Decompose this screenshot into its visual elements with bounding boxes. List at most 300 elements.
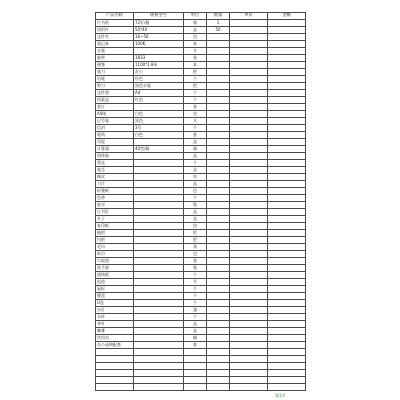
cell-unit[interactable]: 瓶 — [184, 202, 207, 209]
cell-name[interactable]: A4纸 — [96, 111, 134, 118]
cell-name[interactable]: 订书机 — [96, 20, 134, 27]
empty-cell[interactable] — [134, 363, 184, 370]
cell-qty[interactable] — [207, 223, 230, 230]
cell-amount[interactable] — [268, 167, 306, 174]
cell-name[interactable]: 复印纸 — [96, 223, 134, 230]
cell-spec[interactable] — [134, 174, 184, 181]
cell-unit[interactable]: 包 — [184, 34, 207, 41]
cell-unit[interactable]: 支 — [184, 48, 207, 55]
cell-name[interactable]: 办公桌椅配套 — [96, 342, 134, 349]
cell-price[interactable] — [230, 321, 268, 328]
cell-price[interactable] — [230, 27, 268, 34]
cell-spec[interactable] — [134, 195, 184, 202]
cell-name[interactable]: 拖把 — [96, 230, 134, 237]
header-cell-price[interactable]: 单价 — [230, 13, 268, 20]
cell-name[interactable]: 毛巾 — [96, 244, 134, 251]
cell-name[interactable]: 扫把 — [96, 237, 134, 244]
cell-unit[interactable]: 盒 — [184, 153, 207, 160]
cell-amount[interactable] — [268, 153, 306, 160]
empty-cell[interactable] — [268, 377, 306, 384]
cell-qty[interactable] — [207, 132, 230, 139]
empty-cell[interactable] — [134, 377, 184, 384]
cell-spec[interactable] — [134, 314, 184, 321]
cell-price[interactable] — [230, 167, 268, 174]
cell-spec[interactable]: 白色 — [134, 111, 184, 118]
cell-price[interactable] — [230, 132, 268, 139]
empty-cell[interactable] — [230, 384, 268, 391]
cell-unit[interactable]: 个 — [184, 97, 207, 104]
cell-unit[interactable]: 包 — [184, 251, 207, 258]
cell-name[interactable]: U盘 — [96, 300, 134, 307]
cell-unit[interactable]: 支 — [184, 118, 207, 125]
empty-cell[interactable] — [230, 377, 268, 384]
cell-unit[interactable]: 个 — [184, 76, 207, 83]
cell-amount[interactable] — [268, 118, 306, 125]
cell-name[interactable]: 电池 — [96, 279, 134, 286]
cell-unit[interactable]: 本 — [184, 41, 207, 48]
empty-cell[interactable] — [268, 349, 306, 356]
cell-name[interactable]: 胶水 — [96, 202, 134, 209]
empty-cell[interactable] — [96, 363, 134, 370]
cell-qty[interactable] — [207, 153, 230, 160]
cell-unit[interactable]: 个 — [184, 195, 207, 202]
cell-name[interactable]: 键盘 — [96, 293, 134, 300]
cell-unit[interactable]: 盒 — [184, 328, 207, 335]
empty-cell[interactable] — [184, 349, 207, 356]
empty-cell[interactable] — [96, 349, 134, 356]
cell-unit[interactable]: 套 — [184, 342, 207, 349]
empty-cell[interactable] — [268, 370, 306, 377]
cell-amount[interactable] — [268, 76, 306, 83]
empty-cell[interactable] — [184, 377, 207, 384]
cell-amount[interactable] — [268, 160, 306, 167]
empty-cell[interactable] — [207, 370, 230, 377]
cell-unit[interactable]: 条 — [184, 244, 207, 251]
cell-price[interactable] — [230, 307, 268, 314]
cell-price[interactable] — [230, 300, 268, 307]
cell-amount[interactable] — [268, 244, 306, 251]
cell-qty[interactable] — [207, 104, 230, 111]
header-cell-name[interactable]: 产品名称 — [96, 13, 134, 20]
empty-cell[interactable] — [230, 349, 268, 356]
cell-qty[interactable] — [207, 76, 230, 83]
cell-price[interactable] — [230, 153, 268, 160]
cell-price[interactable] — [230, 244, 268, 251]
cell-qty[interactable] — [207, 258, 230, 265]
cell-spec[interactable] — [134, 216, 184, 223]
cell-price[interactable] — [230, 209, 268, 216]
cell-qty[interactable] — [207, 174, 230, 181]
empty-cell[interactable] — [184, 363, 207, 370]
cell-name[interactable]: 文件袋 — [96, 90, 134, 97]
empty-cell[interactable] — [207, 356, 230, 363]
cell-amount[interactable] — [268, 230, 306, 237]
cell-qty[interactable] — [207, 41, 230, 48]
cell-spec[interactable]: 100K — [134, 41, 184, 48]
cell-amount[interactable] — [268, 195, 306, 202]
cell-price[interactable] — [230, 335, 268, 342]
cell-amount[interactable] — [268, 34, 306, 41]
empty-cell[interactable] — [230, 370, 268, 377]
cell-qty[interactable] — [207, 167, 230, 174]
cell-amount[interactable] — [268, 293, 306, 300]
cell-name[interactable]: 水笔 — [96, 48, 134, 55]
cell-price[interactable] — [230, 111, 268, 118]
cell-unit[interactable]: 个 — [184, 272, 207, 279]
cell-name[interactable]: 固体胶 — [96, 153, 134, 160]
cell-qty[interactable] — [207, 202, 230, 209]
cell-price[interactable] — [230, 83, 268, 90]
cell-spec[interactable] — [134, 104, 184, 111]
cell-unit[interactable]: 盒 — [184, 27, 207, 34]
cell-spec[interactable] — [134, 251, 184, 258]
cell-unit[interactable]: 盒 — [184, 181, 207, 188]
cell-amount[interactable] — [268, 321, 306, 328]
cell-name[interactable]: 插线板 — [96, 272, 134, 279]
cell-unit[interactable]: 瓶 — [184, 265, 207, 272]
cell-spec[interactable]: 红色 — [134, 97, 184, 104]
cell-price[interactable] — [230, 146, 268, 153]
cell-amount[interactable] — [268, 251, 306, 258]
cell-unit[interactable]: 个 — [184, 300, 207, 307]
cell-spec[interactable] — [134, 181, 184, 188]
cell-qty[interactable] — [207, 279, 230, 286]
cell-qty[interactable] — [207, 97, 230, 104]
header-cell-spec[interactable]: 规格型号 — [134, 13, 184, 20]
cell-price[interactable] — [230, 286, 268, 293]
empty-cell[interactable] — [184, 384, 207, 391]
empty-cell[interactable] — [134, 384, 184, 391]
cell-spec[interactable] — [134, 293, 184, 300]
empty-cell[interactable] — [207, 363, 230, 370]
cell-unit[interactable]: 本 — [184, 62, 207, 69]
cell-name[interactable]: 饮用水 — [96, 335, 134, 342]
cell-spec[interactable] — [134, 342, 184, 349]
cell-spec[interactable] — [134, 300, 184, 307]
cell-spec[interactable] — [134, 321, 184, 328]
cell-price[interactable] — [230, 174, 268, 181]
cell-spec[interactable]: 黑色水笔 — [134, 83, 184, 90]
cell-amount[interactable] — [268, 97, 306, 104]
cell-price[interactable] — [230, 188, 268, 195]
empty-cell[interactable] — [207, 377, 230, 384]
cell-qty[interactable] — [207, 125, 230, 132]
cell-name[interactable]: 剪刀 — [96, 83, 134, 90]
cell-name[interactable]: 橡皮 — [96, 174, 134, 181]
cell-unit[interactable]: 盒 — [184, 216, 207, 223]
cell-spec[interactable]: 1833 — [134, 55, 184, 62]
cell-price[interactable] — [230, 258, 268, 265]
cell-amount[interactable] — [268, 55, 306, 62]
cell-amount[interactable] — [268, 209, 306, 216]
cell-name[interactable]: 笔刀 — [96, 69, 134, 76]
cell-price[interactable] — [230, 41, 268, 48]
empty-cell[interactable] — [134, 356, 184, 363]
cell-spec[interactable] — [134, 272, 184, 279]
cell-unit[interactable]: 块 — [184, 174, 207, 181]
cell-spec[interactable]: 1100*1.8米 — [134, 62, 184, 69]
cell-qty[interactable] — [207, 265, 230, 272]
cell-spec[interactable]: 40型/箱 — [134, 146, 184, 153]
cell-price[interactable] — [230, 279, 268, 286]
cell-spec[interactable] — [134, 153, 184, 160]
cell-spec[interactable] — [134, 244, 184, 251]
cell-amount[interactable] — [268, 132, 306, 139]
cell-amount[interactable] — [268, 216, 306, 223]
cell-price[interactable] — [230, 20, 268, 27]
empty-cell[interactable] — [96, 384, 134, 391]
cell-price[interactable] — [230, 118, 268, 125]
cell-name[interactable]: 水杯 — [96, 314, 134, 321]
cell-spec[interactable]: A4 — [134, 90, 184, 97]
cell-amount[interactable] — [268, 146, 306, 153]
cell-price[interactable] — [230, 202, 268, 209]
cell-amount[interactable] — [268, 174, 306, 181]
cell-amount[interactable] — [268, 223, 306, 230]
cell-unit[interactable]: 箱 — [184, 146, 207, 153]
cell-spec[interactable] — [134, 237, 184, 244]
cell-price[interactable] — [230, 293, 268, 300]
empty-cell[interactable] — [134, 349, 184, 356]
empty-cell[interactable] — [96, 356, 134, 363]
cell-price[interactable] — [230, 328, 268, 335]
cell-qty[interactable] — [207, 111, 230, 118]
header-cell-amount[interactable]: 金额 — [268, 13, 306, 20]
cell-amount[interactable] — [268, 286, 306, 293]
cell-spec[interactable] — [134, 265, 184, 272]
cell-name[interactable]: 夹子 — [96, 216, 134, 223]
cell-qty[interactable] — [207, 237, 230, 244]
cell-qty[interactable] — [207, 83, 230, 90]
cell-price[interactable] — [230, 76, 268, 83]
cell-price[interactable] — [230, 62, 268, 69]
cell-qty[interactable] — [207, 118, 230, 125]
cell-name[interactable]: 订书钉 — [96, 209, 134, 216]
cell-qty[interactable] — [207, 272, 230, 279]
cell-price[interactable] — [230, 230, 268, 237]
cell-spec[interactable] — [134, 286, 184, 293]
cell-spec[interactable]: 72钉/箱 — [134, 20, 184, 27]
empty-cell[interactable] — [268, 384, 306, 391]
cell-amount[interactable] — [268, 237, 306, 244]
cell-price[interactable] — [230, 160, 268, 167]
cell-spec[interactable] — [134, 230, 184, 237]
cell-amount[interactable] — [268, 342, 306, 349]
cell-qty[interactable] — [207, 146, 230, 153]
cell-spec[interactable] — [134, 223, 184, 230]
cell-amount[interactable] — [268, 41, 306, 48]
cell-unit[interactable]: 个 — [184, 160, 207, 167]
cell-amount[interactable] — [268, 258, 306, 265]
cell-qty[interactable] — [207, 90, 230, 97]
cell-name[interactable]: 咖啡 — [96, 328, 134, 335]
cell-price[interactable] — [230, 90, 268, 97]
cell-price[interactable] — [230, 342, 268, 349]
cell-spec[interactable] — [134, 167, 184, 174]
cell-qty[interactable] — [207, 62, 230, 69]
cell-name[interactable]: 胶带 — [96, 55, 134, 62]
empty-cell[interactable] — [184, 370, 207, 377]
cell-price[interactable] — [230, 69, 268, 76]
cell-name[interactable]: 笔芯 — [96, 167, 134, 174]
cell-spec[interactable] — [134, 160, 184, 167]
cell-unit[interactable]: 盒 — [184, 321, 207, 328]
cell-amount[interactable] — [268, 90, 306, 97]
cell-unit[interactable]: 节 — [184, 279, 207, 286]
cell-unit[interactable]: 个 — [184, 293, 207, 300]
cell-unit[interactable]: 把 — [184, 69, 207, 76]
empty-cell[interactable] — [96, 370, 134, 377]
cell-name[interactable]: 回形针 — [96, 27, 134, 34]
cell-spec[interactable]: 白色 — [134, 132, 184, 139]
cell-amount[interactable] — [268, 83, 306, 90]
cell-amount[interactable] — [268, 335, 306, 342]
cell-unit[interactable]: 盒 — [184, 139, 207, 146]
cell-name[interactable]: 文件夹 — [96, 34, 134, 41]
cell-price[interactable] — [230, 55, 268, 62]
cell-unit[interactable]: 包 — [184, 223, 207, 230]
cell-qty[interactable] — [207, 188, 230, 195]
cell-amount[interactable] — [268, 328, 306, 335]
cell-qty[interactable] — [207, 300, 230, 307]
empty-cell[interactable] — [230, 363, 268, 370]
cell-unit[interactable]: 卷 — [184, 258, 207, 265]
cell-name[interactable]: 装订 — [96, 104, 134, 111]
cell-name[interactable]: 台灯 — [96, 307, 134, 314]
cell-qty[interactable] — [207, 34, 230, 41]
cell-amount[interactable] — [268, 48, 306, 55]
cell-amount[interactable] — [268, 300, 306, 307]
cell-unit[interactable]: 个 — [184, 90, 207, 97]
cell-spec[interactable] — [134, 335, 184, 342]
cell-price[interactable] — [230, 34, 268, 41]
cell-qty[interactable] — [207, 48, 230, 55]
cell-name[interactable]: 铅笔 — [96, 76, 134, 83]
cell-spec[interactable]: 红色 — [134, 76, 184, 83]
cell-spec[interactable] — [134, 279, 184, 286]
cell-price[interactable] — [230, 251, 268, 258]
cell-unit[interactable]: 把 — [184, 83, 207, 90]
cell-amount[interactable] — [268, 125, 306, 132]
empty-cell[interactable] — [268, 363, 306, 370]
cell-price[interactable] — [230, 181, 268, 188]
cell-name[interactable]: 便签 — [96, 62, 134, 69]
header-cell-unit[interactable]: 单位 — [184, 13, 207, 20]
cell-spec[interactable]: 3号 — [134, 125, 184, 132]
cell-amount[interactable] — [268, 20, 306, 27]
cell-qty[interactable]: 50 — [207, 27, 230, 34]
cell-unit[interactable]: 盒 — [184, 209, 207, 216]
cell-name[interactable]: 鼠标 — [96, 286, 134, 293]
cell-qty[interactable] — [207, 321, 230, 328]
cell-unit[interactable]: 盒 — [184, 167, 207, 174]
cell-unit[interactable]: 箱 — [184, 20, 207, 27]
cell-spec[interactable] — [134, 328, 184, 335]
cell-price[interactable] — [230, 97, 268, 104]
cell-qty[interactable] — [207, 342, 230, 349]
cell-amount[interactable] — [268, 265, 306, 272]
cell-amount[interactable] — [268, 104, 306, 111]
cell-spec[interactable] — [134, 188, 184, 195]
empty-cell[interactable] — [207, 384, 230, 391]
empty-cell[interactable] — [268, 356, 306, 363]
empty-cell[interactable] — [207, 349, 230, 356]
cell-name[interactable]: 笔筒 — [96, 132, 134, 139]
cell-name[interactable]: 纸巾 — [96, 251, 134, 258]
cell-unit[interactable]: 盏 — [184, 307, 207, 314]
cell-unit[interactable]: 桶 — [184, 335, 207, 342]
cell-name[interactable]: 档案盒 — [96, 97, 134, 104]
cell-amount[interactable] — [268, 27, 306, 34]
cell-unit[interactable]: 个 — [184, 125, 207, 132]
cell-spec[interactable]: 黑色 — [134, 118, 184, 125]
cell-qty[interactable] — [207, 335, 230, 342]
cell-qty[interactable] — [207, 251, 230, 258]
cell-name[interactable]: 信封 — [96, 125, 134, 132]
cell-price[interactable] — [230, 223, 268, 230]
cell-name[interactable]: 色带 — [96, 195, 134, 202]
cell-spec[interactable] — [134, 202, 184, 209]
cell-spec[interactable]: 16~56 — [134, 34, 184, 41]
empty-cell[interactable] — [184, 356, 207, 363]
cell-price[interactable] — [230, 104, 268, 111]
cell-qty[interactable] — [207, 181, 230, 188]
cell-qty[interactable] — [207, 195, 230, 202]
cell-spec[interactable] — [134, 209, 184, 216]
cell-unit[interactable]: 个 — [184, 286, 207, 293]
cell-qty[interactable] — [207, 139, 230, 146]
cell-amount[interactable] — [268, 62, 306, 69]
cell-price[interactable] — [230, 125, 268, 132]
cell-qty[interactable] — [207, 307, 230, 314]
cell-name[interactable]: 笔记本 — [96, 41, 134, 48]
cell-amount[interactable] — [268, 202, 306, 209]
cell-price[interactable] — [230, 237, 268, 244]
cell-amount[interactable] — [268, 139, 306, 146]
cell-name[interactable]: 刀片 — [96, 181, 134, 188]
cell-spec[interactable] — [134, 307, 184, 314]
empty-cell[interactable] — [230, 356, 268, 363]
cell-amount[interactable] — [268, 69, 306, 76]
cell-qty[interactable] — [207, 209, 230, 216]
cell-price[interactable] — [230, 314, 268, 321]
cell-name[interactable]: 记号笔 — [96, 118, 134, 125]
cell-name[interactable]: 垃圾袋 — [96, 258, 134, 265]
cell-qty[interactable] — [207, 314, 230, 321]
cell-qty[interactable] — [207, 328, 230, 335]
cell-spec[interactable] — [134, 258, 184, 265]
cell-amount[interactable] — [268, 279, 306, 286]
cell-qty[interactable] — [207, 286, 230, 293]
empty-cell[interactable] — [96, 377, 134, 384]
cell-qty[interactable] — [207, 69, 230, 76]
cell-amount[interactable] — [268, 181, 306, 188]
cell-amount[interactable] — [268, 314, 306, 321]
cell-unit[interactable]: 把 — [184, 230, 207, 237]
cell-qty[interactable] — [207, 230, 230, 237]
cell-price[interactable] — [230, 272, 268, 279]
cell-unit[interactable]: 包 — [184, 111, 207, 118]
cell-amount[interactable] — [268, 307, 306, 314]
cell-price[interactable] — [230, 195, 268, 202]
cell-name[interactable]: 计算器 — [96, 146, 134, 153]
cell-unit[interactable]: 卷 — [184, 104, 207, 111]
cell-price[interactable] — [230, 139, 268, 146]
cell-amount[interactable] — [268, 188, 306, 195]
cell-qty[interactable] — [207, 55, 230, 62]
cell-amount[interactable] — [268, 272, 306, 279]
cell-unit[interactable]: 套 — [184, 132, 207, 139]
